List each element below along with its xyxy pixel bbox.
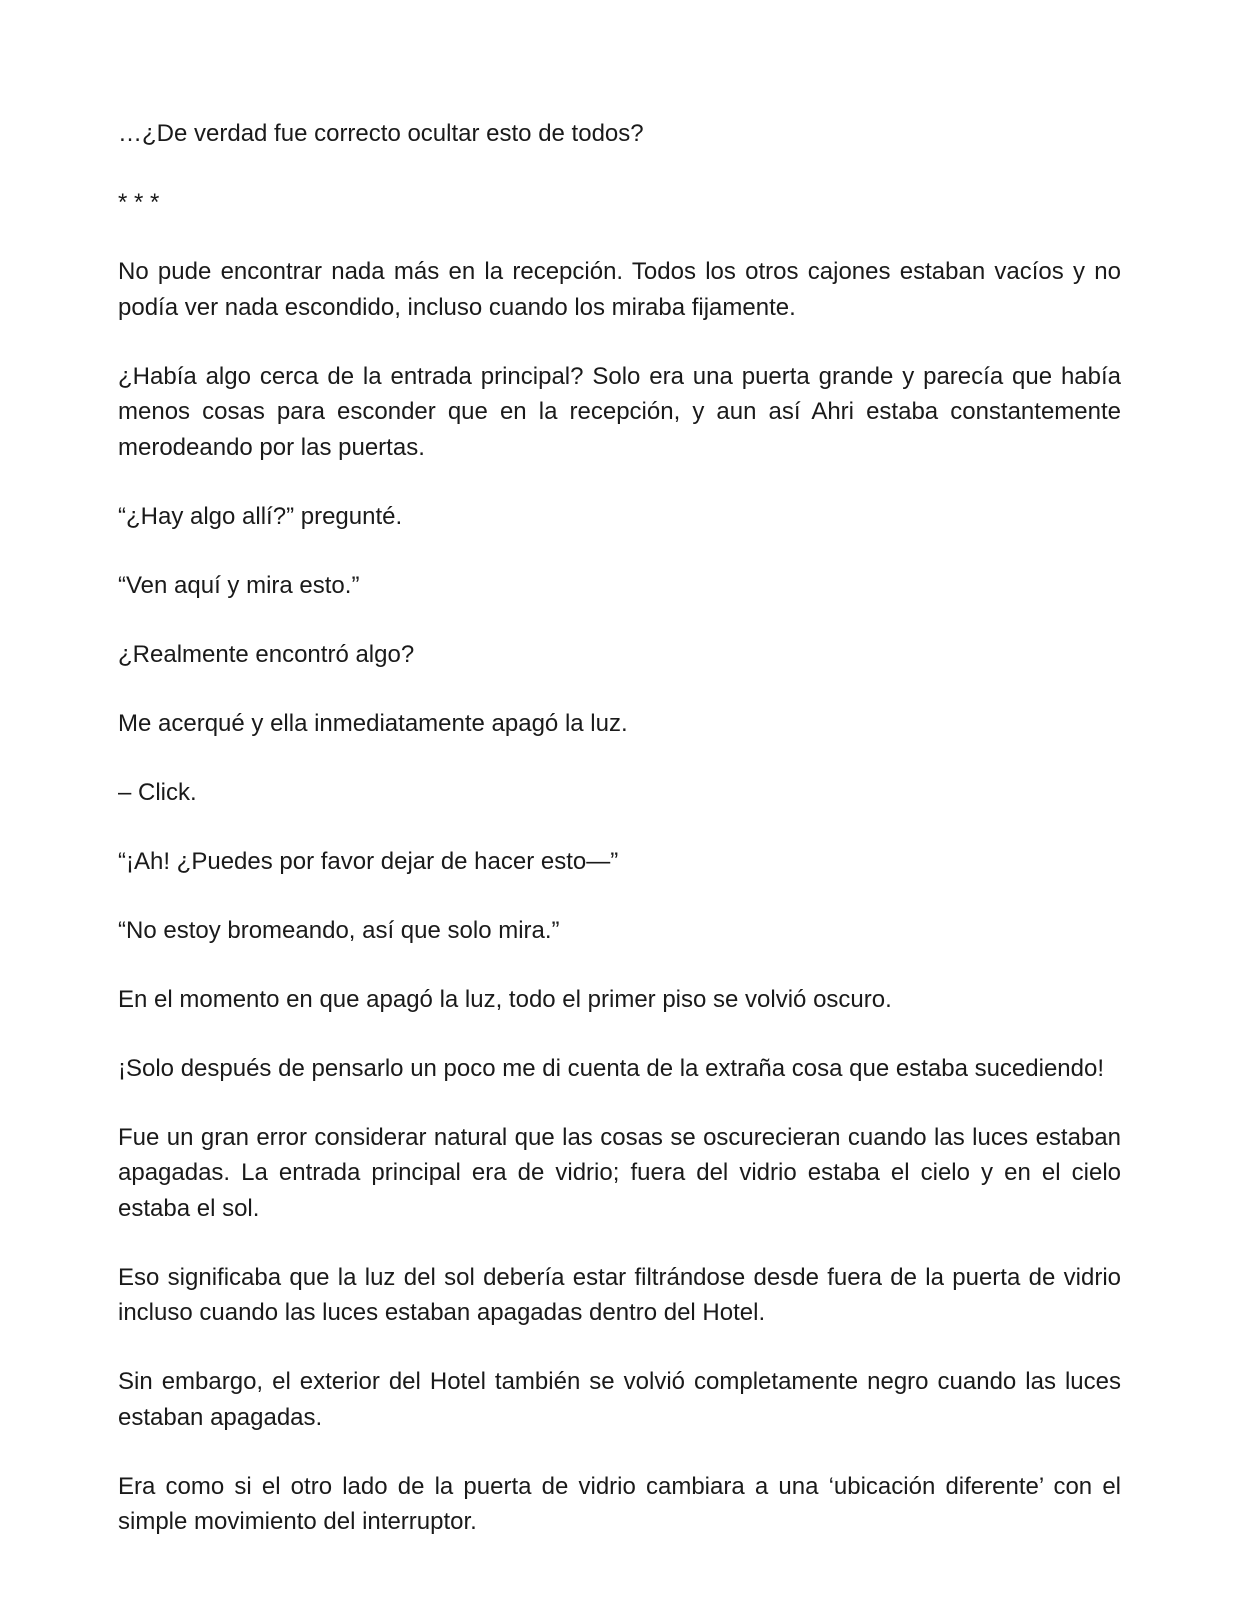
paragraph-1: …¿De verdad fue correcto ocultar esto de todos?: [118, 120, 644, 147]
paragraph-17: Era como si el otro lado de la puerta de vidrio cambiara a una ‘ubicación diferente’ con el simple movimiento del interruptor.: [118, 1472, 1121, 1535]
paragraph-4: ¿Había algo cerca de la entrada principal? Solo era una puerta grande y parecía que había menos cosas para esconder que en la recepción, y aun así Ahri estaba constantemente merodeando por las puertas.: [118, 362, 1121, 461]
paragraph-12: En el momento en que apagó la luz, todo el primer piso se volvió oscuro.: [118, 985, 892, 1013]
paragraph-7: ¿Realmente encontró algo?: [118, 640, 415, 668]
paragraph-9: – Click.: [118, 778, 197, 806]
scene-break: * * *: [118, 189, 160, 216]
document-body: [118, 116, 1121, 1540]
paragraph-5: “¿Hay algo allí?” pregunté.: [118, 502, 403, 530]
paragraph-6: “Ven aquí y mira esto.”: [118, 571, 360, 599]
paragraph-16: Sin embargo, el exterior del Hotel también se volvió completamente negro cuando las luces estaban apagadas.: [118, 1368, 1121, 1431]
paragraph-13: ¡Solo después de pensarlo un poco me di cuenta de la extraña cosa que estaba sucediendo!: [118, 1054, 1105, 1082]
paragraph-15: Eso significaba que la luz del sol debería estar filtrándose desde fuera de la puerta de vidrio incluso cuando las luces estaban apagadas dentro del Hotel.: [118, 1263, 1121, 1326]
paragraph-10: “¡Ah! ¿Puedes por favor dejar de hacer esto—”: [118, 847, 619, 875]
paragraph-11: “No estoy bromeando, así que solo mira.”: [118, 916, 560, 944]
paragraph-14: Fue un gran error considerar natural que las cosas se oscurecieran cuando las luces estaban apagadas. La entrada principal era de vidrio; fuera del vidrio estaba el cielo y en el cielo estaba el sol.: [118, 1123, 1121, 1222]
paragraph-3: No pude encontrar nada más en la recepción. Todos los otros cajones estaban vacíos y no podía ver nada escondido, incluso cuando los miraba fijamente.: [118, 258, 1121, 321]
paragraph-8: Me acerqué y ella inmediatamente apagó la luz.: [118, 709, 628, 737]
